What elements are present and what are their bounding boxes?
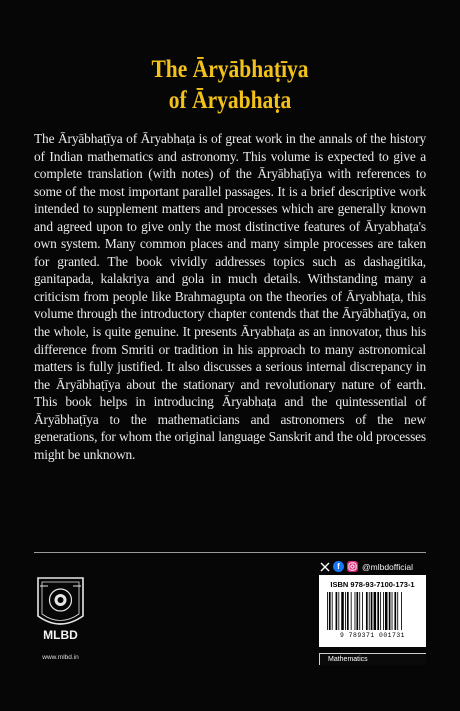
x-icon[interactable] — [319, 561, 330, 572]
category-label: Mathematics — [319, 653, 426, 665]
publisher-website: www.mlbd.in — [42, 654, 79, 661]
facebook-icon[interactable]: f — [333, 561, 344, 572]
divider-line — [34, 552, 426, 553]
barcode-icon — [327, 592, 418, 630]
book-title-line-2: of Āryabhaṭa — [168, 87, 292, 114]
book-title — [32, 54, 428, 116]
barcode-digits: 9 789371 001731 — [339, 632, 406, 639]
instagram-icon[interactable] — [347, 561, 358, 572]
social-handle: @mlbdofficial — [362, 561, 413, 572]
book-description: The Āryābhaṭīya of Āryabhaṭa is of great work in the annals of the history of Indian mathematics and astronomy. This volume is expected to give a complete translation (with notes) of the Āryābhaṭīya with references to some of the most important parallel passages. It is a brief descriptive work intended to supplement matters and processes which are generally known and agreed upon to give only the most distinctive features of Āryabhaṭa's own system. Many common places and many simple processes are taken for granted. The book vividly addresses topics such as dashagitika, ganitapada, kalakriya and gola in much details. Withstanding many a criticism from people like Brahmagupta on the theories of Āryabhaṭa, this volume through the introductory chapter contends that the Āryābhaṭīya, on the whole, is quite genuine. It presents Āryabhaṭa as an innovator, thus his difference from Smriti or tradition in his approach to many astronomical matters is fully justified. It also discusses a serious internal discrepancy in the Āryābhaṭīya about the stationary and revolutionary nature of earth. This book helps in introducing Āryabhaṭa and the quintessential of Āryābhaṭīya to the mathematicians and astronomers of the new generations, for whom the original language Sanskrit and the old processes might be unknown. — [34, 131, 426, 462]
publisher-name: MLBD — [43, 628, 78, 642]
book-title-line-1: The Āryābhaṭīya — [151, 56, 309, 83]
barcode-area — [319, 575, 426, 647]
isbn-label: ISBN 978-93-7100-173-1 — [330, 580, 415, 589]
social-links — [319, 561, 413, 572]
